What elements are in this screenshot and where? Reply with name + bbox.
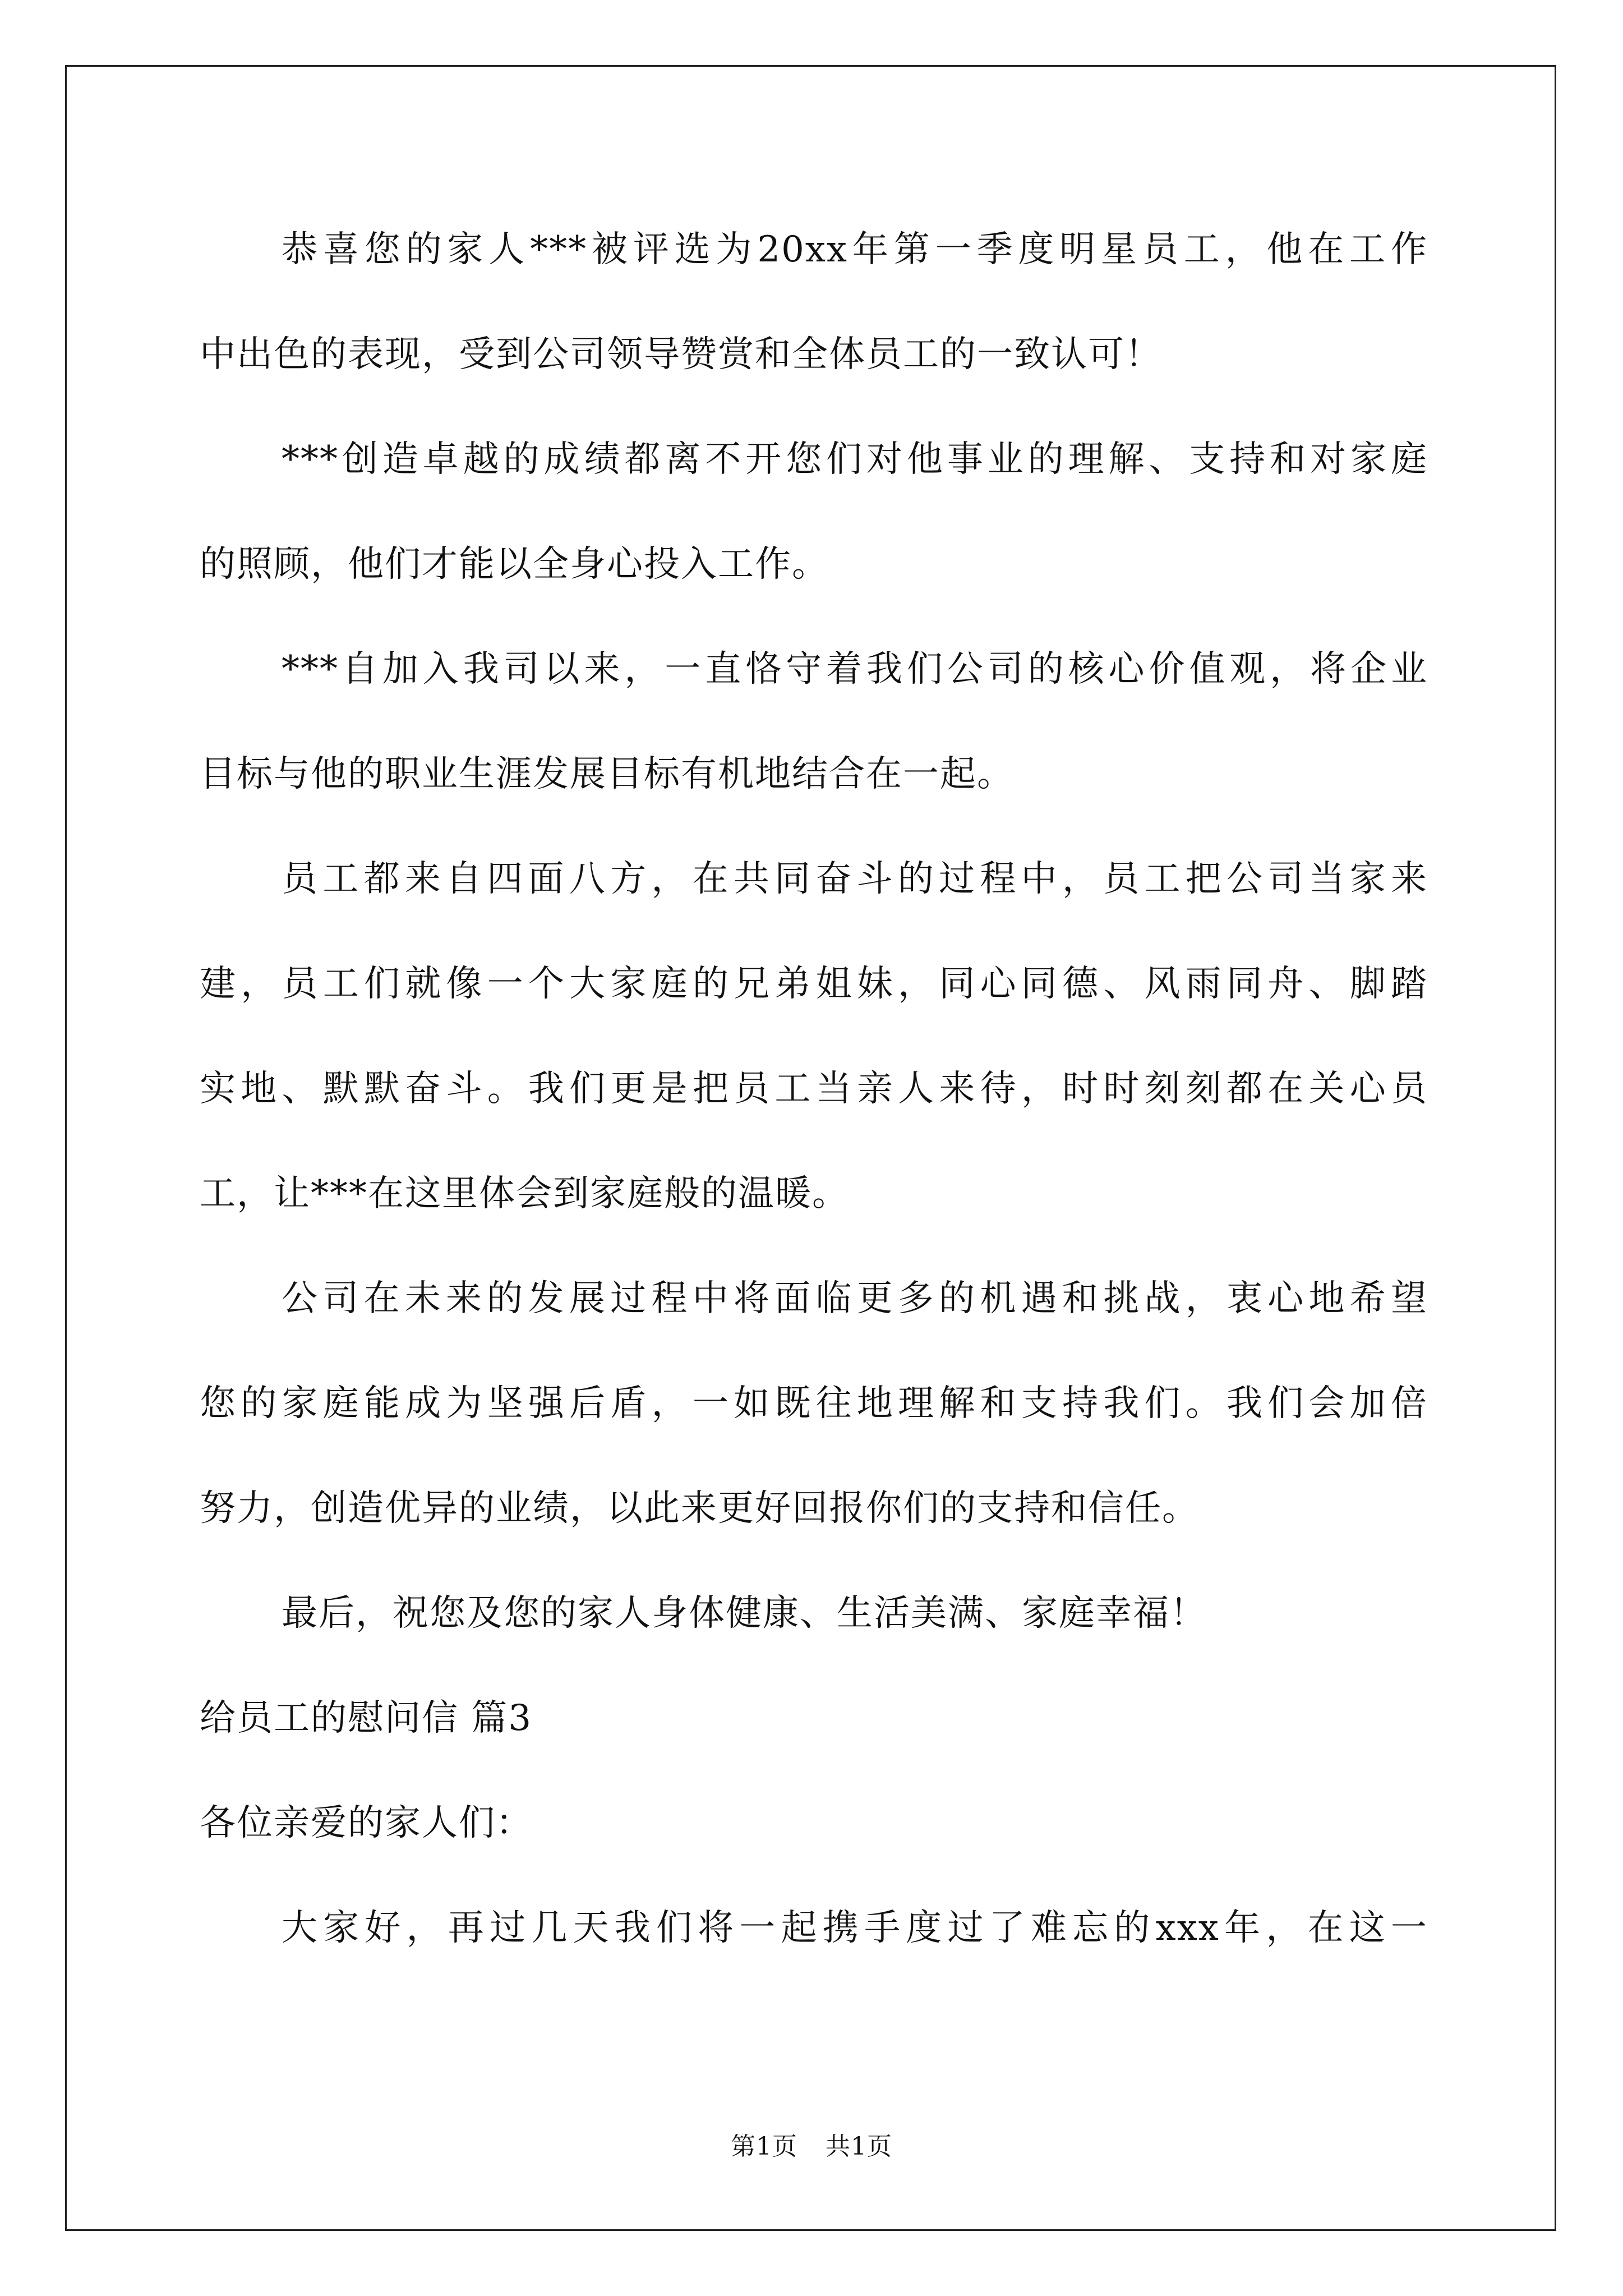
paragraph-line: 最后，祝您及您的家人身体健康、生活美满、家庭幸福！ [282,1593,1207,1634]
page-footer [0,2126,1623,2162]
paragraph-line: 目标与他的职业生涯发展目标有机地结合在一起。 [200,753,1014,795]
paragraph-line: 实地、默默奋斗。我们更是把员工当亲人来待，时时刻刻都在关心员 [200,1068,1428,1110]
paragraph-line: 您的家庭能成为坚强后盾，一如既往地理解和支持我们。我们会加倍 [200,1383,1428,1424]
salutation: 各位亲爱的家人们： [200,1802,533,1844]
page-number-current: 第1页 [731,2132,797,2161]
paragraph-line: 建，员工们就像一个大家庭的兄弟姐妹，同心同德、风雨同舟、脚踏 [200,963,1428,1005]
paragraph-line: 公司在未来的发展过程中将面临更多的机遇和挑战，衷心地希望 [282,1278,1428,1319]
paragraph-line: 努力，创造优异的业绩，以此来更好回报你们的支持和信任。 [200,1488,1199,1529]
paragraph-line: 员工都来自四面八方，在共同奋斗的过程中，员工把公司当家来 [282,858,1428,900]
paragraph-line: 的照顾，他们才能以全身心投入工作。 [200,544,829,585]
section-heading: 给员工的慰问信 篇3 [200,1697,533,1739]
paragraph-line: 大家好，再过几天我们将一起携手度过了难忘的xxx年，在这一 [282,1907,1428,1949]
paragraph-line: 工，让***在这里体会到家庭般的温暖。 [200,1173,849,1214]
paragraph-line: ***自加入我司以来，一直恪守着我们公司的核心价值观，将企业 [282,648,1428,690]
document-body [200,208,1428,1991]
paragraph-line: 中出色的表现，受到公司领导赞赏和全体员工的一致认可！ [200,334,1162,375]
paragraph-line: ***创造卓越的成绩都离不开您们对他事业的理解、支持和对家庭 [282,439,1428,480]
paragraph-line: 恭喜您的家人***被评选为20xx年第一季度明星员工，他在工作 [282,229,1428,270]
page-number-total: 共1页 [826,2132,892,2161]
